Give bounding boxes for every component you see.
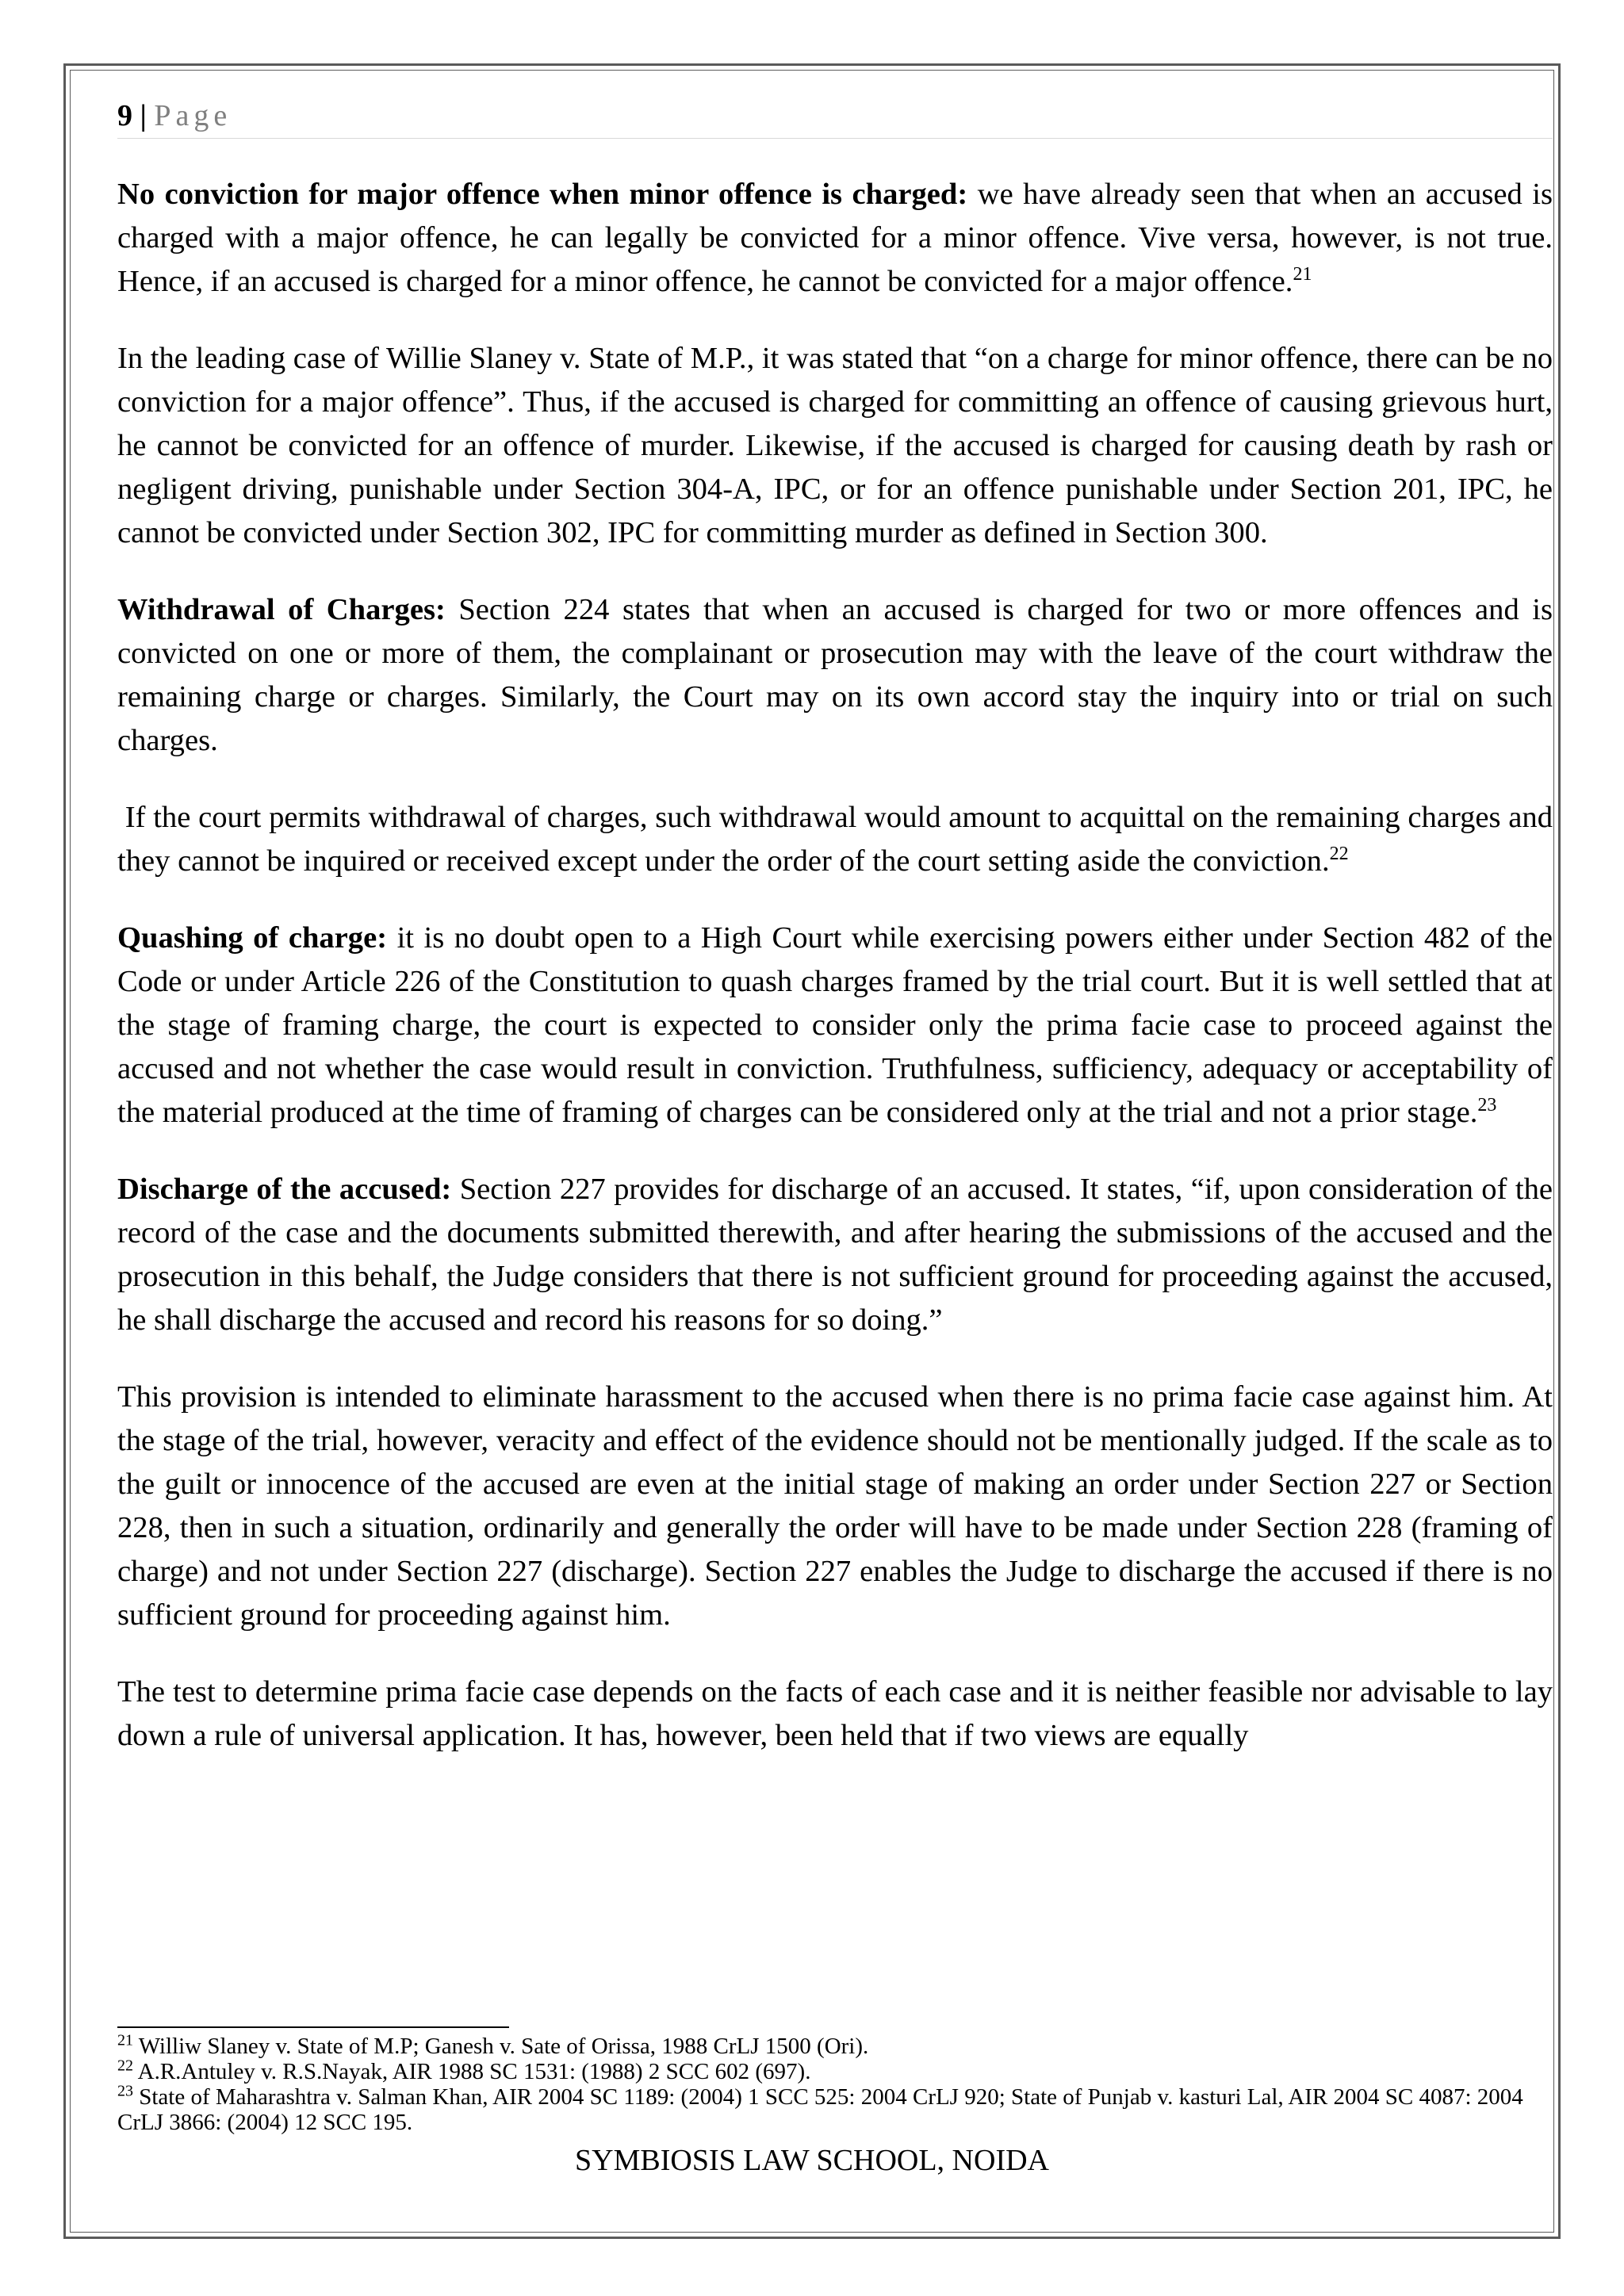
paragraph-text: we have already seen that when an accused is charged with a major offence, he can legally be convicted for a minor offence. Vive versa, however, is not true. Hence, if an accused is charged for a minor offence, he cannot be convicted for a major offence. — [117, 178, 1553, 298]
paragraph-heading: Withdrawal of Charges: — [117, 593, 446, 626]
paragraph — [117, 173, 1553, 304]
footnote — [117, 2031, 1553, 2059]
footnote-separator — [117, 2026, 509, 2028]
footnote-number: 22 — [117, 2057, 133, 2075]
paragraph-text: it is no doubt open to a High Court while exercising powers either under Section 482 of the Code or under Article 226 of the Constitution to quash charges framed by the trial court. But it is well settled that at the stage of framing charge, the court is expected to consider only the prima facie case to proceed against the accused and not whether the case would result in conviction. Truthfulness, sufficiency, adequacy or acceptability of the material produced at the time of framing of charges can be considered only at the trial and not a prior stage. — [117, 921, 1553, 1129]
paragraph-heading: No conviction for major offence when minor offence is charged: — [117, 178, 968, 211]
paragraph — [117, 1670, 1553, 1758]
footnote-number: 23 — [117, 2082, 133, 2100]
paragraph-text: In the leading case of Willie Slaney v. State of M.P., it was stated that “on a charge for minor offence, there can be no conviction for a major offence”. Thus, if the accused is charged for committing an offence of causing grievous hurt, he cannot be convicted for an offence of murder. Likewise, if the accused is charged for causing death by rash or negligent driving, punishable under Section 304-A, IPC, or for an offence punishable under Section 201, IPC, he cannot be convicted under Section 302, IPC for committing murder as defined in Section 300. — [117, 342, 1553, 549]
footnote-ref[interactable]: 22 — [1329, 844, 1349, 865]
page-number: 9 — [117, 99, 132, 132]
document-body — [117, 173, 1561, 1791]
paragraph — [117, 916, 1553, 1135]
paragraph — [117, 1376, 1553, 1637]
paragraph — [117, 588, 1553, 763]
paragraph-text: Section 224 states that when an accused is charged for two or more offences and is convicted on one or more of them, the complainant or prosecution may with the leave of the court withdraw the remaining charge or charges. Similarly, the Court may on its own accord stay the inquiry into or trial on such charges. — [117, 593, 1553, 757]
paragraph-text: Section 227 provides for discharge of an accused. It states, “if, upon consideration of the record of the case and the documents submitted therewith, and after hearing the submissions of the accused and the prosecution in this behalf, the Judge considers that there is not sufficient ground for proceeding against the accused, he shall discharge the accused and record his reasons for so doing.” — [117, 1173, 1553, 1337]
page-number-separator: | — [140, 99, 147, 132]
footnotes — [117, 2031, 1553, 2135]
page-footer: SYMBIOSIS LAW SCHOOL, NOIDA — [575, 2144, 1049, 2177]
paragraph — [117, 1168, 1553, 1342]
page-label: Page — [154, 99, 232, 132]
paragraph-heading: Quashing of charge: — [117, 921, 388, 955]
paragraph — [117, 796, 1561, 883]
paragraph-text: This provision is intended to eliminate harassment to the accused when there is no prima facie case against him. At the stage of the trial, however, veracity and effect of the evidence should not be mentionally judged. If the scale as to the guilt or innocence of the accused are even at the initial stage of making an order under Section 227 or Section 228, then in such a situation, ordinarily and generally the order will have to be made under Section 228 (framing of charge) and not under Section 227 (discharge). Section 227 enables the Judge to discharge the accused if there is no sufficient ground for proceeding against him. — [117, 1380, 1553, 1632]
footnote-text: Williw Slaney v. State of M.P; Ganesh v. Sate of Orissa, 1988 CrLJ 1500 (Ori). — [133, 2034, 869, 2059]
footnote-ref[interactable]: 21 — [1293, 264, 1312, 285]
paragraph — [117, 337, 1553, 555]
footnote-text: State of Maharashtra v. Salman Khan, AIR 2004 SC 1189: (2004) 1 SCC 525: 2004 CrLJ 920; State of Punjab v. kasturi Lal, AIR 2004 SC 4087: 2004 CrLJ 3866: (2004) 12 SCC 195. — [117, 2084, 1523, 2135]
paragraph-text: The test to determine prima facie case depends on the facts of each case and it is neither feasible nor advisable to lay down a rule of universal application. It has, however, been held that if two views are equally — [117, 1675, 1553, 1752]
footnote — [117, 2059, 1553, 2084]
page-header — [117, 94, 1553, 139]
footnote-number: 21 — [117, 2031, 133, 2049]
paragraph-heading: Discharge of the accused: — [117, 1173, 452, 1206]
paragraph-text: If the court permits withdrawal of charges, such withdrawal would amount to acquittal on the remaining charges and they cannot be inquired or received except under the order of the court setting aside the conviction. — [117, 801, 1561, 878]
footnote-ref[interactable]: 23 — [1477, 1095, 1497, 1116]
footnote — [117, 2084, 1553, 2135]
footnote-text: A.R.Antuley v. R.S.Nayak, AIR 1988 SC 1531: (1988) 2 SCC 602 (697). — [133, 2059, 811, 2084]
